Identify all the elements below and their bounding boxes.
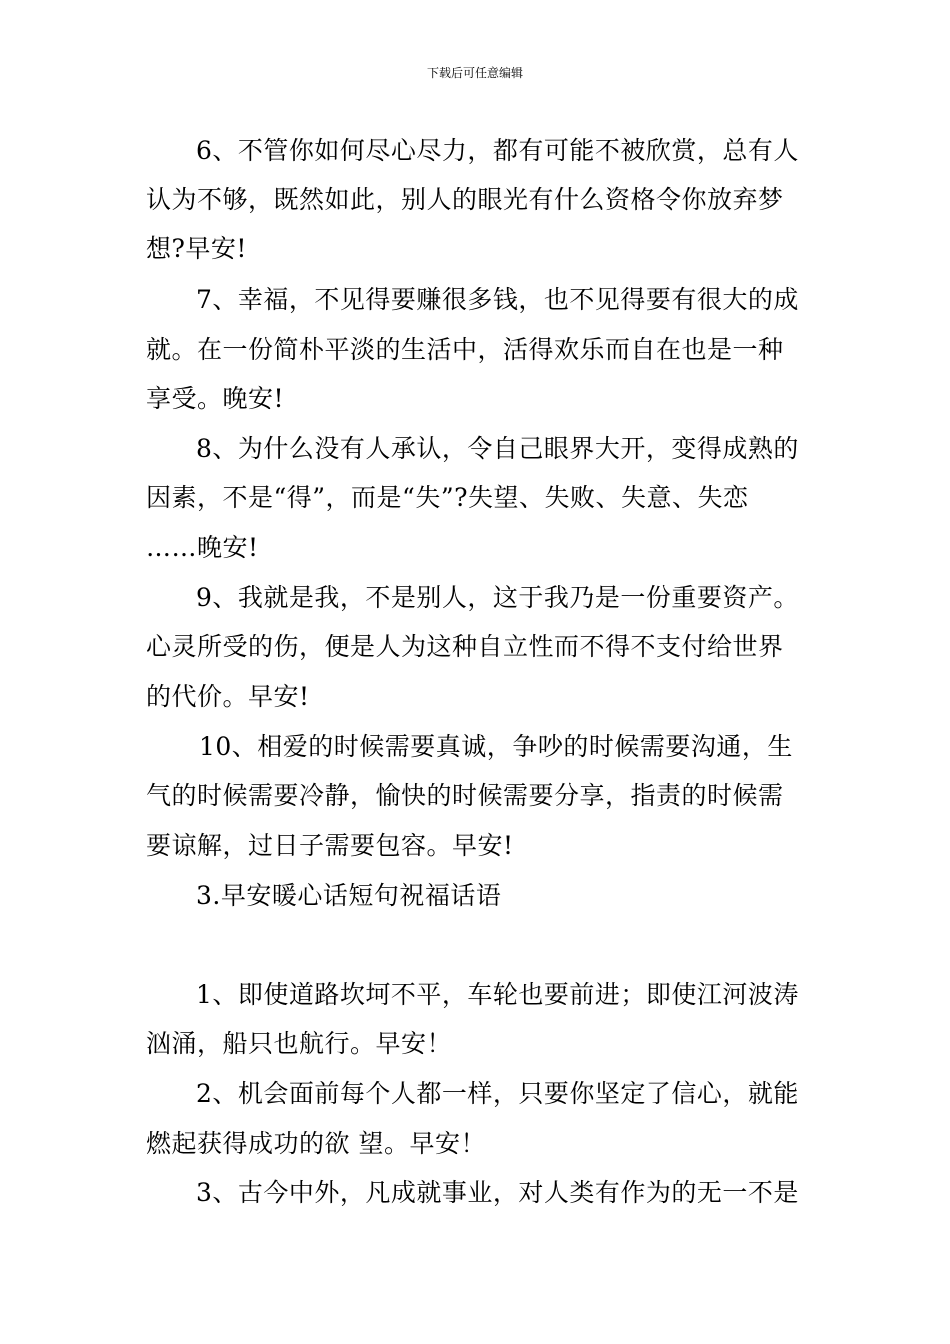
paragraph-line: ……晚安! [146, 533, 259, 562]
paragraph-line: 的代价。早安! [146, 682, 310, 711]
paragraph-line: 因素，不是“得”，而是“失”?失望、失败、失意、失恋 [146, 483, 749, 512]
paragraph-line: 认为不够，既然如此，别人的眼光有什么资格令你放弃梦 [146, 185, 784, 214]
paragraph-line: 9、我就是我，不是别人，这于我乃是一份重要资产。 [196, 583, 799, 612]
paragraph-line: 心灵所受的伤，便是人为这种自立性而不得不支付给世界 [146, 632, 784, 661]
paragraph-line: 享受。晚安! [146, 384, 285, 413]
section-heading: 3.早安暖心话短句祝福话语 [196, 881, 502, 910]
paragraph-line: 10、相爱的时候需要真诚，争吵的时候需要沟通，生 [199, 732, 793, 761]
paragraph-line: 汹涌，船只也航行。早安！ [146, 1029, 453, 1058]
paragraph-line: 气的时候需要冷静，愉快的时候需要分享，指责的时候需 [146, 781, 784, 810]
paragraph-line: 7、幸福，不见得要赚很多钱，也不见得要有很大的成 [196, 285, 799, 314]
paragraph-line: 2、机会面前每个人都一样，只要你坚定了信心，就能 [196, 1079, 799, 1108]
paragraph-line: 8、为什么没有人承认，令自己眼界大开，变得成熟的 [196, 434, 799, 463]
paragraph-line: 3、古今中外，凡成就事业，对人类有作为的无一不是 [196, 1178, 799, 1207]
paragraph-line: 燃起获得成功的欲 望。早安！ [146, 1129, 486, 1158]
paragraph-line: 就。在一份简朴平淡的生活中，活得欢乐而自在也是一种 [146, 335, 784, 364]
paragraph-line: 1、即使道路坎坷不平，车轮也要前进；即使江河波涛 [196, 980, 799, 1009]
page-header: 下载后可任意编辑 [426, 66, 523, 80]
paragraph-line: 想?早安! [146, 234, 247, 263]
paragraph-line: 要谅解，过日子需要包容。早安! [146, 831, 514, 860]
paragraph-line: 6、不管你如何尽心尽力，都有可能不被欣赏，总有人 [196, 136, 799, 165]
